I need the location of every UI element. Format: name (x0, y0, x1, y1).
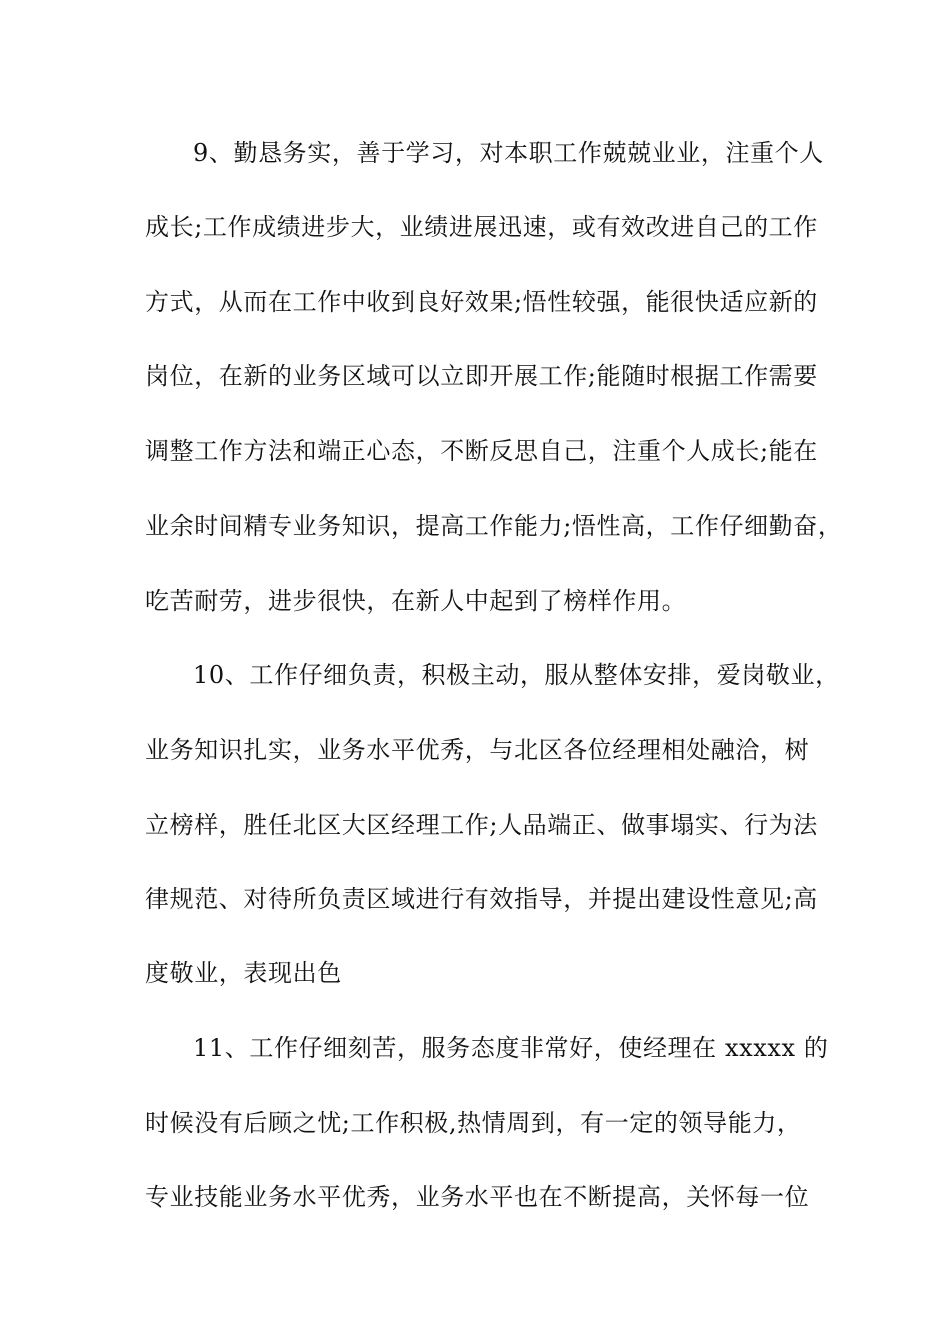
paragraph-10-line-3: 立榜样，胜任北区大区经理工作;人品端正、做事塌实、行为法 (145, 811, 818, 839)
paragraph-10-line-2: 业务知识扎实，业务水平优秀，与北区各位经理相处融洽，树 (145, 736, 810, 764)
paragraph-9-line-3: 方式，从而在工作中收到良好效果;悟性较强，能很快适应新的 (145, 288, 818, 316)
paragraph-11-line-3: 专业技能业务水平优秀，业务水平也在不断提高，关怀每一位 (145, 1183, 810, 1211)
paragraph-9-line-7: 吃苦耐劳，进步很快，在新人中起到了榜样作用。 (145, 587, 687, 615)
paragraph-11-line-2: 时候没有后顾之忧;工作积极,热情周到，有一定的领导能力， (145, 1109, 802, 1137)
paragraph-9-line-6: 业余时间精专业务知识，提高工作能力;悟性高，工作仔细勤奋， (145, 512, 843, 540)
paragraph-10-line-5: 度敬业，表现出色 (145, 959, 342, 987)
paragraph-9-line-2: 成长;工作成绩进步大，业绩进展迅速，或有效改进自己的工作 (145, 213, 818, 241)
paragraph-9-line-4: 岗位，在新的业务区域可以立即开展工作;能随时根据工作需要 (145, 362, 818, 390)
paragraph-9-line-1: 9、勤恳务实，善于学习，对本职工作兢兢业业，注重个人 (193, 139, 824, 167)
paragraph-10-line-4: 律规范、对待所负责区域进行有效指导，并提出建设性意见;高 (145, 885, 818, 913)
paragraph-11-line-1: 11、工作仔细刻苦，服务态度非常好，使经理在 xxxxx 的 (193, 1034, 829, 1062)
paragraph-10-line-1: 10、工作仔细负责，积极主动，服从整体安排，爱岗敬业， (193, 661, 840, 689)
paragraph-9-line-5: 调整工作方法和端正心态，不断反思自己，注重个人成长;能在 (145, 437, 818, 465)
